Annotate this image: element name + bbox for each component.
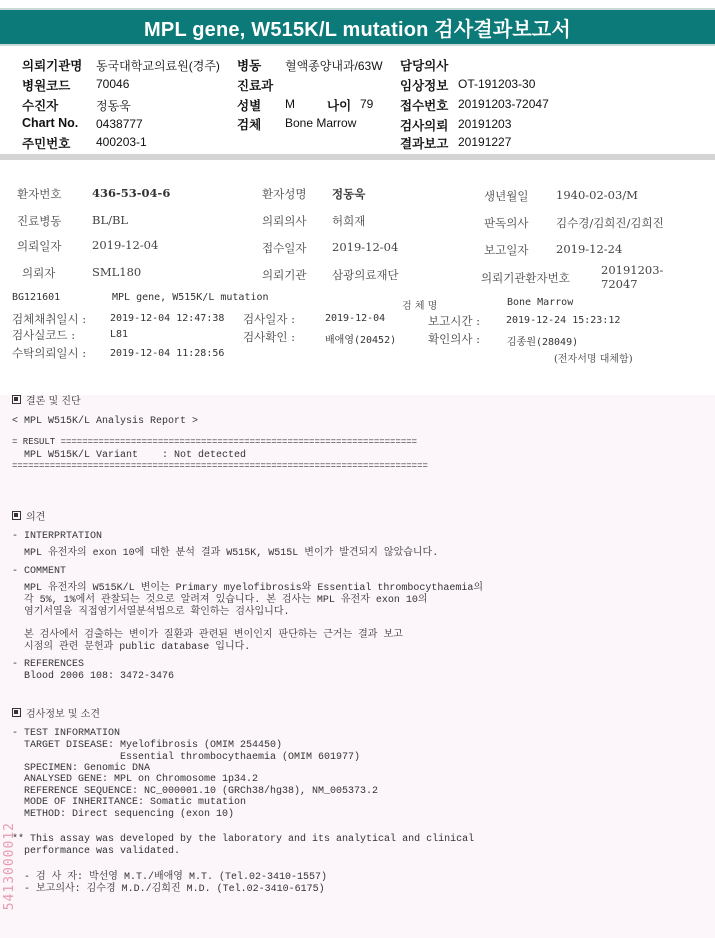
references-heading: - REFERENCES: [12, 659, 85, 670]
result-line: = RESULT ==================================================================: [12, 437, 418, 447]
resident-no-value: 400203-1: [96, 135, 147, 149]
patient-no-label: 환자번호: [17, 187, 62, 201]
sex-value: M: [285, 97, 295, 111]
top-band: [0, 0, 715, 8]
target-disease-2: Essential thrombocythaemia (OMIM 601977): [12, 752, 361, 763]
lab-code-label: 검사실코드 :: [12, 328, 76, 342]
report-date-value: 2019-12-24: [556, 242, 623, 256]
comment-line-4: 본 검사에서 검출하는 변이가 질환과 관련된 변이인지 판단하는 근거는 결과 보고: [12, 630, 403, 641]
receipt-no-value: 20191203-72047: [458, 97, 549, 111]
specimen-label: 검체: [237, 118, 262, 132]
opinion-section-title: 의견: [12, 508, 45, 523]
confirm-value: 배애영(20452): [325, 335, 397, 346]
ward-value: 혈액종양내과/63W: [285, 59, 383, 73]
exam-date-label: 검사일자 :: [243, 312, 295, 326]
result-end-line: =============================================================================: [12, 461, 428, 471]
test-information-heading: - TEST INFORMATION: [12, 728, 121, 739]
requesting-doctor-value: 허희재: [332, 214, 366, 228]
request-date-label: 검사의뢰: [400, 119, 449, 133]
hospital-code-value: 70046: [96, 77, 130, 91]
comment-line-1: MPL 유전자의 W515K/L 변이는 Primary myelofibrosis와 Essential thrombocythaemia의: [12, 583, 484, 594]
report-time-label: 보고시간 :: [428, 314, 480, 328]
ward-label: 병동: [237, 59, 262, 73]
confirm-doctor-value: 김종원(28049): [507, 337, 579, 348]
department-label: 진료과: [237, 79, 274, 93]
age-label: 나이: [327, 99, 352, 113]
clinical-info-label: 임상정보: [400, 79, 449, 93]
result-report-value: 20191227: [458, 135, 512, 149]
exam-date-value: 2019-12-04: [325, 313, 386, 324]
staff-reporter: - 보고의사: 김수경 M.D./김희진 M.D. (Tel.02-3410-6175): [12, 884, 325, 895]
receipt-date-value: 2019-12-04: [332, 240, 399, 254]
hospital-code-label: 병원코드: [22, 79, 71, 93]
collect-label: 검체채취일시 :: [12, 312, 87, 326]
reading-doctor-value: 김수경/김희진/김희진: [556, 216, 664, 230]
clinical-info-value: OT-191203-30: [458, 77, 536, 91]
title-bar: [0, 8, 715, 46]
request-date-scan-value: 2019-12-04: [92, 238, 159, 252]
report-time-value: 2019-12-24 15:23:12: [506, 315, 621, 326]
reference-sequence: REFERENCE SEQUENCE: NC_000001.10 (GRCh38/hg38), NM_005373.2: [12, 786, 379, 797]
receive-value: 2019-12-04 11:28:56: [110, 348, 225, 359]
receive-label: 수탁의뢰일시 :: [12, 346, 87, 360]
patient-name-value: 정동욱: [332, 187, 366, 201]
staff-examiner: - 검 사 자: 박선영 M.T./배애영 M.T. (Tel.02-3410-1557): [12, 872, 327, 883]
test-code: BG121601: [12, 292, 61, 303]
method: METHOD: Direct sequencing (exon 10): [12, 809, 235, 820]
interpretation-heading: - INTERPRTATION: [12, 531, 103, 542]
specimen-value: Bone Marrow: [285, 116, 357, 130]
chart-no-label: Chart No.: [22, 116, 79, 130]
e-signature-note: (전자서명 대체함): [554, 354, 633, 365]
hospital-name-value: 동국대학교의료원(경주): [96, 59, 220, 73]
requesting-org-label: 의뢰기관: [262, 268, 307, 282]
reading-doctor-label: 판독의사: [484, 216, 529, 230]
mode-of-inheritance: MODE OF INHERITANCE: Somatic mutation: [12, 797, 247, 808]
test-name: MPL gene, W515K/L mutation: [112, 292, 269, 303]
section-marker-icon: [12, 708, 21, 717]
age-value: 79: [360, 97, 374, 111]
org-patient-no-value-1: 20191203-: [601, 263, 664, 277]
patient-name-label: 환자성명: [262, 187, 307, 201]
report-heading: < MPL W515K/L Analysis Report >: [12, 416, 199, 427]
specimen-name-label: 검 체 명: [402, 301, 438, 312]
requesting-org-value: 삼광의료재단: [332, 268, 399, 282]
target-disease: TARGET DISEASE: Myelofibrosis (OMIM 254450): [12, 740, 283, 751]
collect-value: 2019-12-04 12:47:38: [110, 313, 225, 324]
patient-no-value: 436-53-04-6: [92, 186, 171, 200]
request-date-value: 20191203: [458, 117, 512, 131]
sex-label: 성별: [237, 99, 262, 113]
patient-label: 수진자: [22, 99, 59, 113]
lab-code-value: L81: [110, 329, 129, 340]
conclusion-section-title: 결론 및 진단: [12, 392, 81, 407]
chart-no-value: 0438777: [96, 117, 143, 131]
reference-1: Blood 2006 108: 3472-3476: [12, 671, 175, 682]
test-info-section-title: 검사정보 및 소견: [12, 705, 100, 720]
receipt-date-label: 접수일자: [262, 241, 307, 255]
assay-note-1: ** This assay was developed by the laboratory and its analytical and clinical: [12, 834, 475, 845]
specimen-name-value: Bone Marrow: [507, 297, 574, 308]
section-marker-icon: [12, 395, 21, 404]
barcode-number: 5413000012: [2, 822, 17, 911]
assay-note-2: performance was validated.: [12, 846, 181, 857]
receipt-no-label: 접수번호: [400, 99, 449, 113]
section-marker-icon: [12, 511, 21, 520]
confirm-doctor-label: 확인의사 :: [428, 332, 480, 346]
patient-value: 정동욱: [96, 99, 131, 113]
org-patient-no-label: 의뢰기관환자번호: [481, 271, 570, 285]
requester-value: SML180: [92, 265, 142, 279]
requesting-doctor-label: 의뢰의사: [262, 214, 307, 228]
doctor-label: 담당의사: [400, 59, 449, 73]
hospital-name-label: 의뢰기관명: [22, 59, 83, 73]
request-date-scan-label: 의뢰일자: [17, 239, 62, 253]
org-patient-no-value-2: 72047: [601, 277, 638, 291]
birth-value: 1940-02-03/M: [556, 188, 638, 202]
report-title: MPL gene, W515K/L mutation 검사결과보고서: [144, 18, 571, 41]
interpretation-text: MPL 유전자의 exon 10에 대한 분석 결과 W515K, W515L 변이가 발견되지 않았습니다.: [12, 548, 439, 559]
ward-scan-label: 진료병동: [17, 214, 62, 228]
result-report-label: 결과보고: [400, 137, 449, 151]
confirm-label: 검사확인 :: [243, 330, 295, 344]
analysed-gene: ANALYSED GENE: MPL on Chromosome 1p34.2: [12, 774, 259, 785]
result-value: MPL W515K/L Variant : Not detected: [12, 450, 247, 461]
birth-label: 생년월일: [484, 189, 529, 203]
ward-scan-value: BL/BL: [92, 213, 129, 227]
specimen-info: SPECIMEN: Genomic DNA: [12, 763, 151, 774]
comment-line-5: 시점의 관련 문헌과 public database 입니다.: [12, 642, 251, 653]
requester-label: 의뢰자: [22, 266, 56, 280]
comment-heading: - COMMENT: [12, 566, 67, 577]
report-date-label: 보고일자: [484, 243, 529, 257]
resident-no-label: 주민번호: [22, 137, 71, 151]
comment-line-3: 염기서열을 직접염기서열분석법으로 확인하는 검사입니다.: [12, 607, 290, 618]
comment-line-2: 각 5%, 1%에서 관찰되는 것으로 알려져 있습니다. 본 검사는 MPL 유전자 exon 10의: [12, 595, 428, 606]
